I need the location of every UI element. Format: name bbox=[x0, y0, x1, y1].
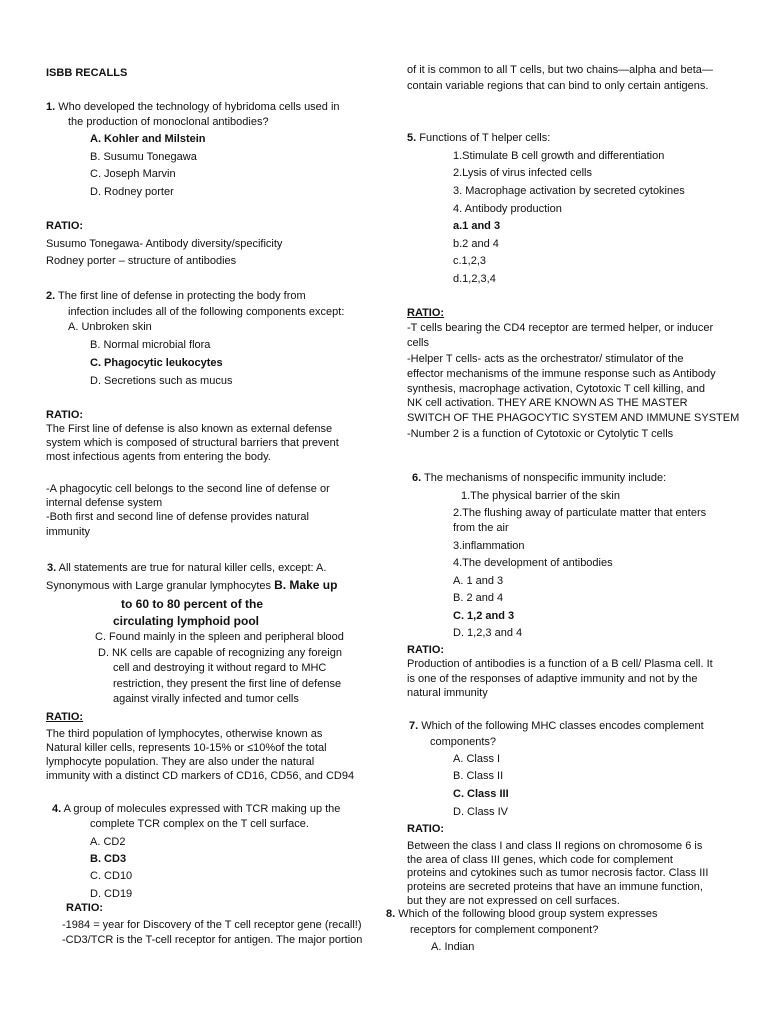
answer-option: A. Class I bbox=[453, 753, 501, 765]
question-number: 6. bbox=[412, 472, 422, 484]
question-5 bbox=[407, 132, 550, 146]
question-text: All statements are true for natural killer cells, except: A. bbox=[58, 562, 327, 574]
ratio-label: RATIO: bbox=[407, 644, 445, 656]
answer-option-correct: C. Class III bbox=[453, 788, 509, 800]
answer-option: B. Normal microbial flora bbox=[90, 339, 211, 351]
ratio-text: proteins and cytokines such as tumor necrosis factor. Class III bbox=[407, 867, 709, 879]
ratio-text: The First line of defense is also known as external defense bbox=[46, 423, 333, 435]
ratio-text: Between the class I and class II regions on chromosome 6 is bbox=[407, 840, 703, 852]
ratio-text: system which is composed of structural barriers that prevent bbox=[46, 437, 339, 449]
statement-item: 1.Stimulate B cell growth and differentiation bbox=[453, 150, 665, 162]
ratio-label: RATIO: bbox=[46, 220, 84, 232]
ratio-text: -Number 2 is a function of Cytotoxic or Cytolytic T cells bbox=[407, 428, 674, 440]
answer-option: b.2 and 4 bbox=[453, 238, 499, 250]
answer-option: D. Rodney porter bbox=[90, 186, 174, 198]
ratio-label: RATIO: bbox=[407, 307, 445, 319]
statement-item: 2.The flushing away of particulate matter that enters bbox=[453, 507, 707, 519]
ratio-text: NK cell activation. THEY ARE KNOWN AS THE MASTER bbox=[407, 397, 688, 409]
ratio-label: RATIO: bbox=[407, 823, 445, 835]
question-text: Which of the following MHC classes encodes complement bbox=[421, 720, 704, 732]
question-number: 4. bbox=[52, 803, 62, 815]
page-title: ISBB RECALLS bbox=[46, 67, 128, 79]
question-text: The first line of defense in protecting the body from bbox=[58, 290, 306, 302]
ratio-text: lymphocyte population. They are also under the natural bbox=[46, 756, 315, 768]
answer-option-correct: C. 1,2 and 3 bbox=[453, 610, 515, 622]
answer-option-correct: A. Kohler and Milstein bbox=[90, 133, 206, 145]
question-1 bbox=[46, 101, 340, 115]
ratio-text: Natural killer cells, represents 10-15% or ≤10%of the total bbox=[46, 742, 327, 754]
ratio-text: The third population of lymphocytes, otherwise known as bbox=[46, 728, 323, 740]
ratio-text: proteins are secreted proteins that have an immune function, bbox=[407, 881, 703, 893]
question-text: Who developed the technology of hybridoma cells used in bbox=[58, 101, 340, 113]
ratio-text: immunity bbox=[46, 526, 91, 538]
question-text: The mechanisms of nonspecific immunity include: bbox=[424, 472, 667, 484]
answer-option-correct: C. Phagocytic leukocytes bbox=[90, 357, 223, 369]
continued-text: of it is common to all T cells, but two chains—alpha and beta— bbox=[407, 64, 713, 76]
ratio-text: cells bbox=[407, 337, 430, 349]
answer-option: restriction, they present the first line of defense bbox=[113, 678, 342, 690]
ratio-text: -T cells bearing the CD4 receptor are termed helper, or inducer bbox=[407, 322, 714, 334]
ratio-label: RATIO: bbox=[46, 409, 84, 421]
question-number: 7. bbox=[409, 720, 419, 732]
ratio-text: Production of antibodies is a function of a B cell/ Plasma cell. It bbox=[407, 658, 713, 670]
question-4 bbox=[52, 803, 340, 817]
question-8 bbox=[386, 908, 658, 922]
statement-item: from the air bbox=[453, 522, 509, 534]
answer-option: C. CD10 bbox=[90, 870, 133, 882]
answer-option: c.1,2,3 bbox=[453, 255, 487, 267]
statement-item: 3. Macrophage activation by secreted cytokines bbox=[453, 185, 685, 197]
answer-option: C. Joseph Marvin bbox=[90, 168, 176, 180]
question-number: 1. bbox=[46, 101, 56, 113]
question-text: complete TCR complex on the T cell surface. bbox=[90, 818, 309, 830]
ratio-text: -Helper T cells- acts as the orchestrator/ stimulator of the bbox=[407, 353, 684, 365]
answer-option: d.1,2,3,4 bbox=[453, 273, 496, 285]
ratio-label: RATIO: bbox=[46, 711, 84, 723]
ratio-text: -CD3/TCR is the T-cell receptor for antigen. The major portion bbox=[62, 934, 363, 946]
ratio-text: is one of the responses of adaptive immunity and not by the bbox=[407, 673, 698, 685]
question-number: 5. bbox=[407, 132, 417, 144]
answer-option: D. Class IV bbox=[453, 806, 509, 818]
ratio-label: RATIO: bbox=[66, 902, 104, 914]
answer-option-correct: to 60 to 80 percent of the bbox=[121, 597, 264, 611]
question-number: 2. bbox=[46, 290, 56, 302]
continued-text: contain variable regions that can bind to only certain antigens. bbox=[407, 80, 709, 92]
answer-option: A. Indian bbox=[431, 941, 475, 953]
statement-item: 4.The development of antibodies bbox=[453, 557, 613, 569]
ratio-text: Rodney porter – structure of antibodies bbox=[46, 255, 237, 267]
question-number: 8. bbox=[386, 908, 396, 920]
question-3 bbox=[47, 562, 326, 576]
answer-option: A. 1 and 3 bbox=[453, 575, 504, 587]
statement-item: 4. Antibody production bbox=[453, 203, 562, 215]
question-number: 3. bbox=[47, 562, 57, 574]
question-text: infection includes all of the following components except: bbox=[68, 306, 345, 318]
question-text: A group of molecules expressed with TCR making up the bbox=[63, 803, 341, 815]
ratio-text: -Both first and second line of defense provides natural bbox=[46, 511, 309, 523]
answer-option: A. CD2 bbox=[90, 836, 126, 848]
question-2 bbox=[46, 290, 306, 304]
answer-option: D. CD19 bbox=[90, 888, 133, 900]
answer-option-correct: B. Make up bbox=[274, 578, 338, 592]
answer-option: B. Susumu Tonegawa bbox=[90, 151, 197, 163]
answer-option: against virally infected and tumor cells bbox=[113, 693, 299, 705]
statement-item: 2.Lysis of virus infected cells bbox=[453, 167, 592, 179]
ratio-text: most infectious agents from entering the body. bbox=[46, 451, 271, 463]
answer-option: cell and destroying it without regard to MHC bbox=[113, 662, 327, 674]
ratio-text: the area of class III genes, which code for complement bbox=[407, 854, 673, 866]
answer-option: D. 1,2,3 and 4 bbox=[453, 627, 523, 639]
question-text: receptors for complement component? bbox=[410, 924, 599, 936]
ratio-text: synthesis, macrophage activation, Cytotoxic T cell killing, and bbox=[407, 383, 705, 395]
answer-option: B. Class II bbox=[453, 770, 504, 782]
answer-option-correct: circulating lymphoid pool bbox=[113, 614, 260, 628]
ratio-text: -A phagocytic cell belongs to the second line of defense or bbox=[46, 483, 330, 495]
question-7 bbox=[409, 720, 704, 734]
question-text: Synonymous with Large granular lymphocytes B. Make up bbox=[46, 578, 338, 592]
ratio-text: Susumo Tonegawa- Antibody diversity/specificity bbox=[46, 238, 283, 250]
answer-option-correct: a.1 and 3 bbox=[453, 220, 501, 232]
statement-item: 1.The physical barrier of the skin bbox=[461, 490, 620, 502]
answer-option: D. Secretions such as mucus bbox=[90, 375, 233, 387]
question-text: components? bbox=[430, 736, 497, 748]
ratio-text: immunity with a distinct CD markers of CD16, CD56, and CD94 bbox=[46, 770, 355, 782]
ratio-text: effector mechanisms of the immune response such as Antibody bbox=[407, 368, 716, 380]
ratio-text: -1984 = year for Discovery of the T cell receptor gene (recall!) bbox=[62, 919, 362, 931]
answer-option-correct: B. CD3 bbox=[90, 853, 127, 865]
question-6 bbox=[412, 472, 666, 486]
ratio-text: natural immunity bbox=[407, 687, 488, 699]
answer-option: A. Unbroken skin bbox=[68, 321, 152, 333]
question-text: Which of the following blood group system expresses bbox=[398, 908, 658, 920]
ratio-text: but they are not expressed on cell surfaces. bbox=[407, 895, 620, 907]
question-text: Functions of T helper cells: bbox=[419, 132, 551, 144]
question-text: the production of monoclonal antibodies? bbox=[68, 116, 269, 128]
ratio-text: SWITCH OF THE PHAGOCYTIC SYSTEM AND IMMUNE SYSTEM bbox=[407, 412, 740, 424]
answer-option: C. Found mainly in the spleen and peripheral blood bbox=[95, 631, 344, 643]
answer-option: B. 2 and 4 bbox=[453, 592, 504, 604]
statement-item: 3.inflammation bbox=[453, 540, 525, 552]
ratio-text: internal defense system bbox=[46, 497, 163, 509]
answer-option: D. NK cells are capable of recognizing any foreign bbox=[98, 647, 342, 659]
